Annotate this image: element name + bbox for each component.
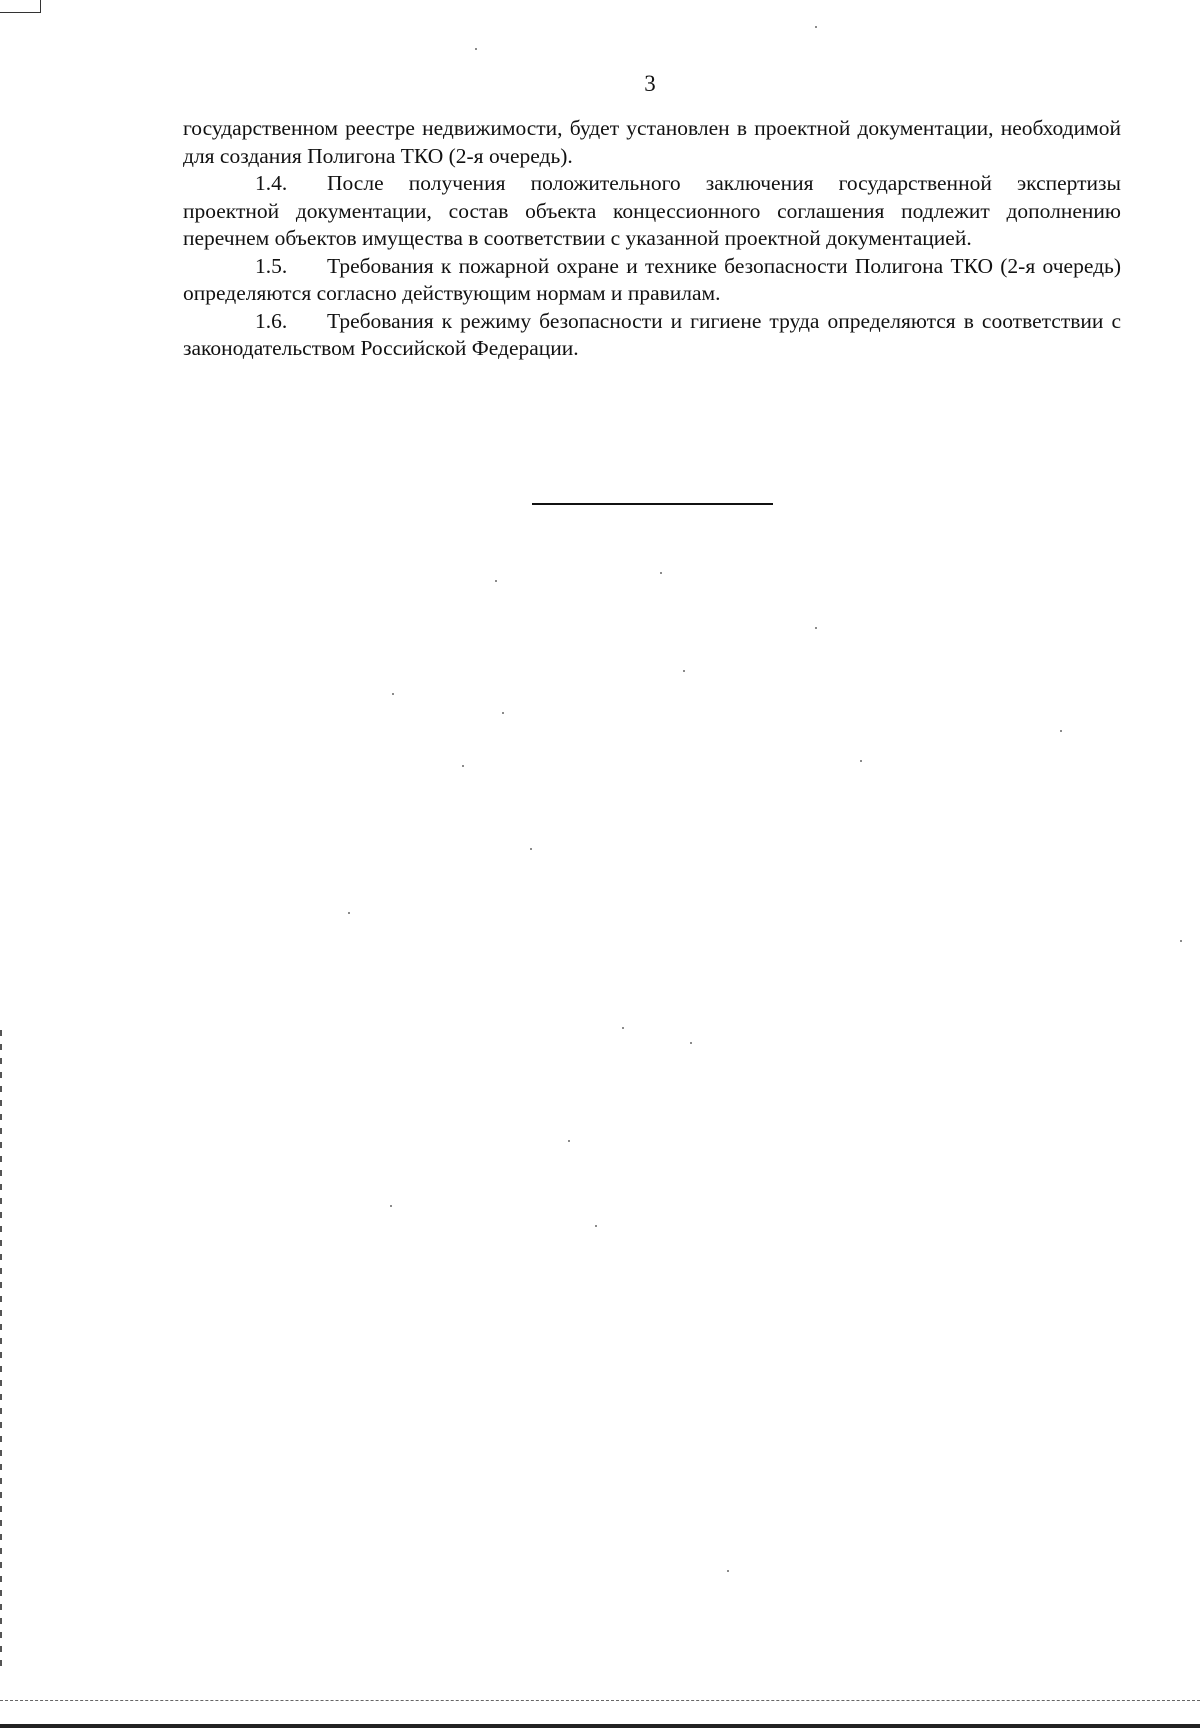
paragraph-1-6 xyxy=(183,308,1121,363)
paragraph-text: После получения положительного заключения государственной экспертизы проектной документации, состав объекта концессионного соглашения подлежит дополнению перечнем объектов имущества в соответствии с указанной проектной документацией. xyxy=(183,171,1121,250)
paragraph-1-5 xyxy=(183,253,1121,308)
scan-speck xyxy=(1060,730,1062,732)
end-of-text-rule xyxy=(532,503,773,505)
document-body xyxy=(183,115,1121,363)
scan-speck xyxy=(727,1570,729,1572)
scan-speck xyxy=(683,670,685,672)
scan-corner-artifact xyxy=(0,0,41,13)
scan-bottom-dashed-line xyxy=(0,1700,1200,1701)
scan-speck xyxy=(622,1027,624,1029)
paragraph-1-4 xyxy=(183,170,1121,253)
scan-speck xyxy=(462,765,464,767)
paragraph-text: государственном реестре недвижимости, будет установлен в проектной документации, необходимой для создания Полигона ТКО (2-я очередь). xyxy=(183,116,1121,168)
scan-bottom-bar xyxy=(0,1724,1200,1728)
scan-speck xyxy=(475,48,477,50)
page-number: 3 xyxy=(644,71,656,96)
scan-speck xyxy=(860,760,862,762)
scan-speck xyxy=(495,580,497,582)
paragraph-text: Требования к пожарной охране и технике безопасности Полигона ТКО (2-я очередь) определяются согласно действующим нормам и правилам. xyxy=(183,253,1121,305)
scan-speck xyxy=(348,912,350,914)
scan-speck xyxy=(392,693,394,695)
scan-speck xyxy=(815,627,817,629)
scan-speck xyxy=(1180,940,1182,942)
scan-speck xyxy=(530,848,532,850)
scan-speck xyxy=(568,1140,570,1142)
scan-speck xyxy=(815,26,817,28)
scan-speck xyxy=(595,1225,597,1227)
clause-number: 1.5. xyxy=(255,253,288,278)
scan-speck xyxy=(390,1205,392,1207)
paragraph-continuation xyxy=(183,115,1121,170)
paragraph-text: Требования к режиму безопасности и гигиене труда определяются в соответствии с законодательством Российской Федерации. xyxy=(183,308,1121,360)
clause-number: 1.4. xyxy=(255,171,288,195)
scan-speck xyxy=(502,712,504,714)
clause-number: 1.6. xyxy=(255,308,288,333)
scan-speck xyxy=(690,1042,692,1044)
scan-left-edge xyxy=(0,1030,2,1670)
scan-speck xyxy=(660,572,662,574)
